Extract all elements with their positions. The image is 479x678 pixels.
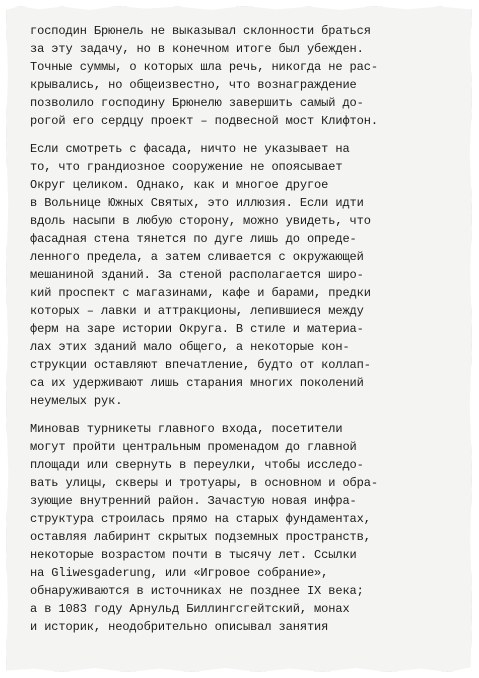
paragraph-1 [30, 22, 450, 130]
text-line: Округ целиком. Однако, как и многое другое [30, 178, 329, 192]
text-line: са их удерживают лишь старания многих поколений [30, 376, 364, 390]
text-line: струкции оставляют впечатление, будто от коллап- [30, 358, 371, 372]
text-line: за эту задачу, но в конечном итоге был убежден. [30, 42, 364, 56]
paragraph-3 [30, 420, 450, 636]
text-line: зующие внутренний район. Зачастую новая инфра- [30, 494, 357, 508]
text-line: лах этих зданий мало общего, а некоторые кон- [30, 340, 350, 354]
text-line: вать улицы, скверы и тротуары, в основном и обра- [30, 476, 378, 490]
text-line: то, что грандиозное сооружение не опоясывает [30, 160, 343, 174]
text-line: Если смотреть с фасада, ничто не указывает на [30, 142, 350, 156]
text-line: на Gliwesgaderung, или «Игровое собрание», [30, 566, 329, 580]
text-line: оставляя лабиринт скрытых подземных пространств, [30, 530, 371, 544]
text-line: мешаниной зданий. За стеной располагается широ- [30, 268, 364, 282]
text-line: рогой его сердцу проект – подвесной мост Клифтон. [30, 114, 378, 128]
text-line: в Вольнице Южных Святых, это иллюзия. Если идти [30, 196, 364, 210]
text-line: обнаруживаются в источниках не позднее IX века; [30, 584, 364, 598]
text-line: Миновав турникеты главного входа, посетители [30, 422, 343, 436]
text-line: крывались, но общеизвестно, что вознаграждение [30, 78, 357, 92]
text-line: некоторые возрастом почти в тысячу лет. Ссылки [30, 548, 357, 562]
paragraph-2 [30, 140, 450, 410]
typed-text [30, 22, 450, 646]
text-line: неумелых рук. [30, 394, 123, 408]
text-line: которых – лавки и аттракционы, лепившиеся между [30, 304, 364, 318]
text-line: площади или свернуть в переулки, чтобы исследо- [30, 458, 364, 472]
text-line: могут пройти центральным променадом до главной [30, 440, 357, 454]
text-line: вдоль насыпи в любую сторону, можно увидеть, что [30, 214, 371, 228]
text-line: ферм на заре истории Округа. В стиле и материа- [30, 322, 364, 336]
text-line: и историк, неодобрительно описывал занятия [30, 620, 329, 634]
text-line: кий проспект с магазинами, кафе и барами, предки [30, 286, 371, 300]
text-line: позволило господину Брюнелю завершить самый до- [30, 96, 364, 110]
text-line: фасадная стена тянется по дуге лишь до опреде- [30, 232, 357, 246]
text-line: а в 1083 году Арнульд Биллингсгейтский, монах [30, 602, 350, 616]
text-line: ленного предела, а затем сливается с окружающей [30, 250, 364, 264]
text-line: господин Брюнель не выказывал склонности браться [30, 24, 371, 38]
text-line: Точные суммы, о которых шла речь, никогда не рас- [30, 60, 378, 74]
text-line: структура строилась прямо на старых фундаментах, [30, 512, 371, 526]
